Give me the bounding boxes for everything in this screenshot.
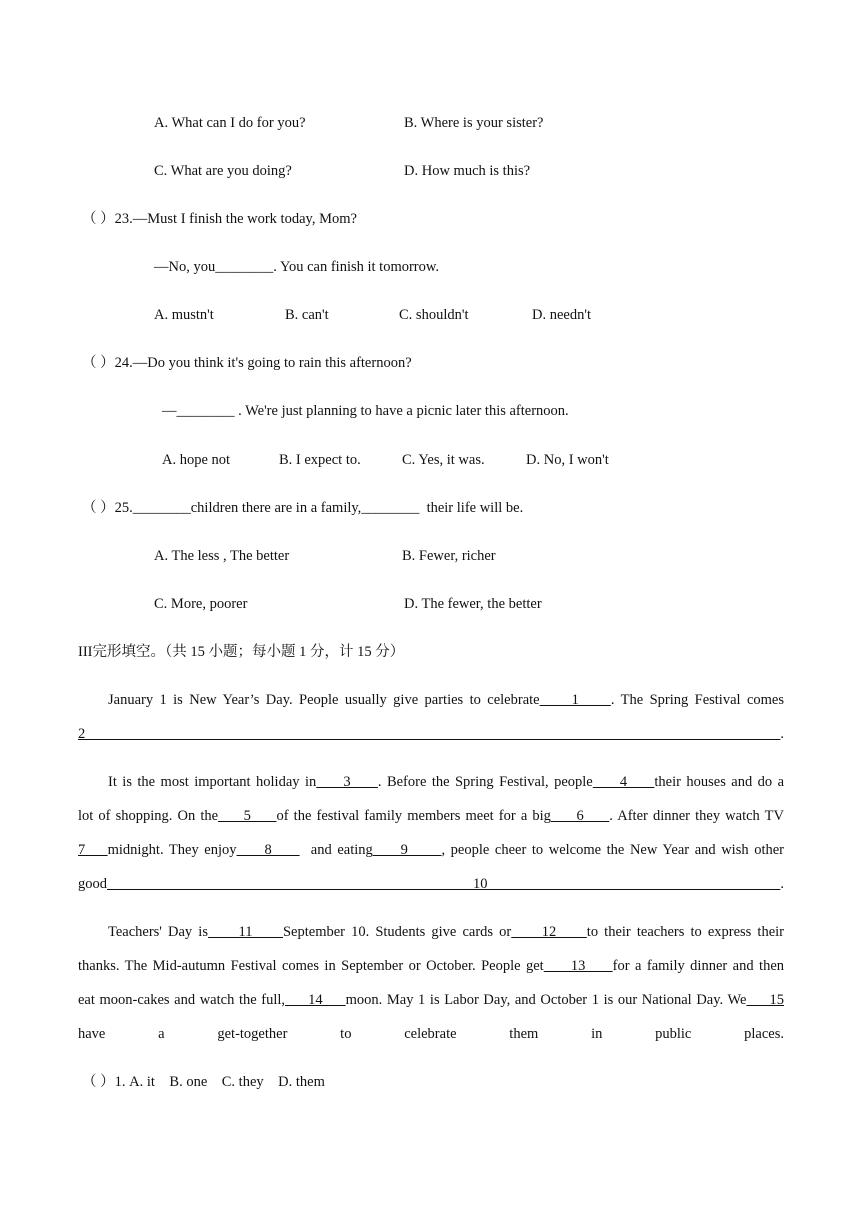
- passage-text: , people cheer to welcome the New Year and wish other: [441, 842, 784, 858]
- q22-option-c: C. What are you doing?: [154, 163, 292, 179]
- passage-line: [78, 717, 784, 751]
- cloze-blank-8: 8: [236, 842, 300, 858]
- passage-text: .: [780, 876, 784, 892]
- passage-line: [78, 833, 784, 867]
- passage-text: thanks. The Mid-autumn Festival comes in September or October. People get: [78, 958, 544, 974]
- q24-option-a: A. hope not: [162, 452, 231, 468]
- q25-stem-end: their life will be.: [419, 500, 524, 516]
- cloze-blank-4: 4: [592, 774, 655, 790]
- q24-option-c: C. Yes, it was.: [402, 452, 485, 468]
- q24-reply-prefix: —: [162, 403, 177, 419]
- passage-text: midnight. They enjoy: [107, 842, 237, 858]
- q25-option-b: B. Fewer, richer: [402, 548, 496, 564]
- q24-stem-line: [82, 354, 412, 372]
- q25-stem-middle: children there are in a family,: [190, 500, 362, 516]
- passage-text: lot of shopping. On the: [78, 808, 219, 824]
- passage-line: [78, 949, 784, 983]
- passage-line: [78, 683, 784, 717]
- q23-option-b: B. can't: [285, 307, 329, 323]
- answer-parenthesis: （ ）: [82, 355, 115, 371]
- q24-reply: [162, 402, 569, 420]
- passage-text: September 10. Students give cards or: [282, 924, 512, 940]
- passage-text: . Before the Spring Festival, people: [377, 774, 593, 790]
- q22-option-a: A. What can I do for you?: [154, 115, 306, 131]
- passage-text: their houses and do a: [654, 774, 785, 790]
- q23-stem: 23.—Must I finish the work today, Mom?: [114, 211, 357, 227]
- q23-option-a: A. mustn't: [154, 307, 214, 323]
- cloze-blank-10: 10: [107, 876, 781, 892]
- q23-reply-suffix: . You can finish it tomorrow.: [273, 259, 440, 275]
- cloze-blank-13: 13: [543, 958, 613, 974]
- answer-parenthesis: （ ）: [82, 500, 115, 516]
- passage-line: [78, 1017, 784, 1051]
- q25-number: 25.: [114, 500, 133, 516]
- q23-reply-prefix: —No, you: [154, 259, 216, 275]
- passage-paragraph-3: [78, 915, 784, 1051]
- cloze-q1-line: [82, 1073, 325, 1091]
- section-heading: III完形填空。（共 15 小题；每小题 1 分，计 15 分）: [78, 644, 405, 660]
- q23-reply: [154, 258, 439, 276]
- cloze-blank-2: 2: [78, 726, 781, 742]
- passage-text: moon. May 1 is Labor Day, and October 1 is our National Day. We: [345, 992, 747, 1008]
- q22-option-d: D. How much is this?: [404, 163, 531, 179]
- q24-blank: ________: [176, 403, 235, 419]
- q25-stem-line: [82, 499, 523, 517]
- cloze-blank-14: 14: [285, 992, 346, 1008]
- q24-stem: 24.—Do you think it's going to rain this afternoon?: [114, 355, 412, 371]
- passage-text: of the festival family members meet for a big: [276, 808, 551, 824]
- passage-paragraph-1: [78, 683, 784, 751]
- q25-option-c: C. More, poorer: [154, 596, 248, 612]
- q23-blank: ________: [215, 259, 274, 275]
- passage-line: [78, 983, 784, 1017]
- passage-line: [78, 915, 784, 949]
- passage-text: It is the most important holiday in: [108, 774, 317, 790]
- q22-option-b: B. Where is your sister?: [404, 115, 544, 131]
- passage-text: for a family dinner and then: [612, 958, 785, 974]
- passage-text: January 1 is New Year’s Day. People usually give parties to celebrate: [108, 692, 540, 708]
- passage-line: [78, 765, 784, 799]
- cloze-blank-5: 5: [218, 808, 277, 824]
- passage-line: [78, 799, 784, 833]
- q25-blank-2: ________: [361, 500, 420, 516]
- passage-text: Teachers' Day is: [108, 924, 208, 940]
- passage-text: have a get-together to celebrate them in public places.: [78, 1026, 784, 1042]
- passage-text: .: [780, 726, 784, 742]
- cloze-blank-3: 3: [316, 774, 378, 790]
- q25-blank-1: ________: [132, 500, 191, 516]
- q25-option-a: A. The less , The better: [154, 548, 290, 564]
- q24-reply-suffix: . We're just planning to have a picnic later this afternoon.: [234, 403, 569, 419]
- cloze-blank-6: 6: [550, 808, 610, 824]
- passage-paragraph-2: [78, 765, 784, 901]
- answer-parenthesis: （ ）: [82, 1074, 115, 1090]
- q24-option-b: B. I expect to.: [279, 452, 361, 468]
- answer-parenthesis: （ ）: [82, 211, 115, 227]
- cloze-q1-options: 1. A. it B. one C. they D. them: [114, 1074, 325, 1090]
- q23-option-c: C. shouldn't: [399, 307, 469, 323]
- passage-text: eat moon-cakes and watch the full,: [78, 992, 286, 1008]
- cloze-blank-12: 12: [511, 924, 587, 940]
- cloze-blank-7: 7: [78, 842, 108, 858]
- cloze-blank-11: 11: [207, 924, 283, 940]
- passage-text: . After dinner they watch TV: [609, 808, 784, 824]
- q23-option-d: D. needn't: [532, 307, 591, 323]
- passage-text: to their teachers to express their: [586, 924, 785, 940]
- cloze-blank-15: 15: [746, 992, 785, 1008]
- q23-stem-line: [82, 210, 357, 228]
- passage-text: good: [78, 876, 107, 892]
- q25-option-d: D. The fewer, the better: [404, 596, 542, 612]
- passage-text: and eating: [299, 842, 373, 858]
- q24-option-d: D. No, I won't: [526, 452, 609, 468]
- cloze-blank-9: 9: [372, 842, 442, 858]
- passage-text: . The Spring Festival comes: [610, 692, 784, 708]
- cloze-blank-1: 1: [539, 692, 611, 708]
- passage-line: [78, 867, 784, 901]
